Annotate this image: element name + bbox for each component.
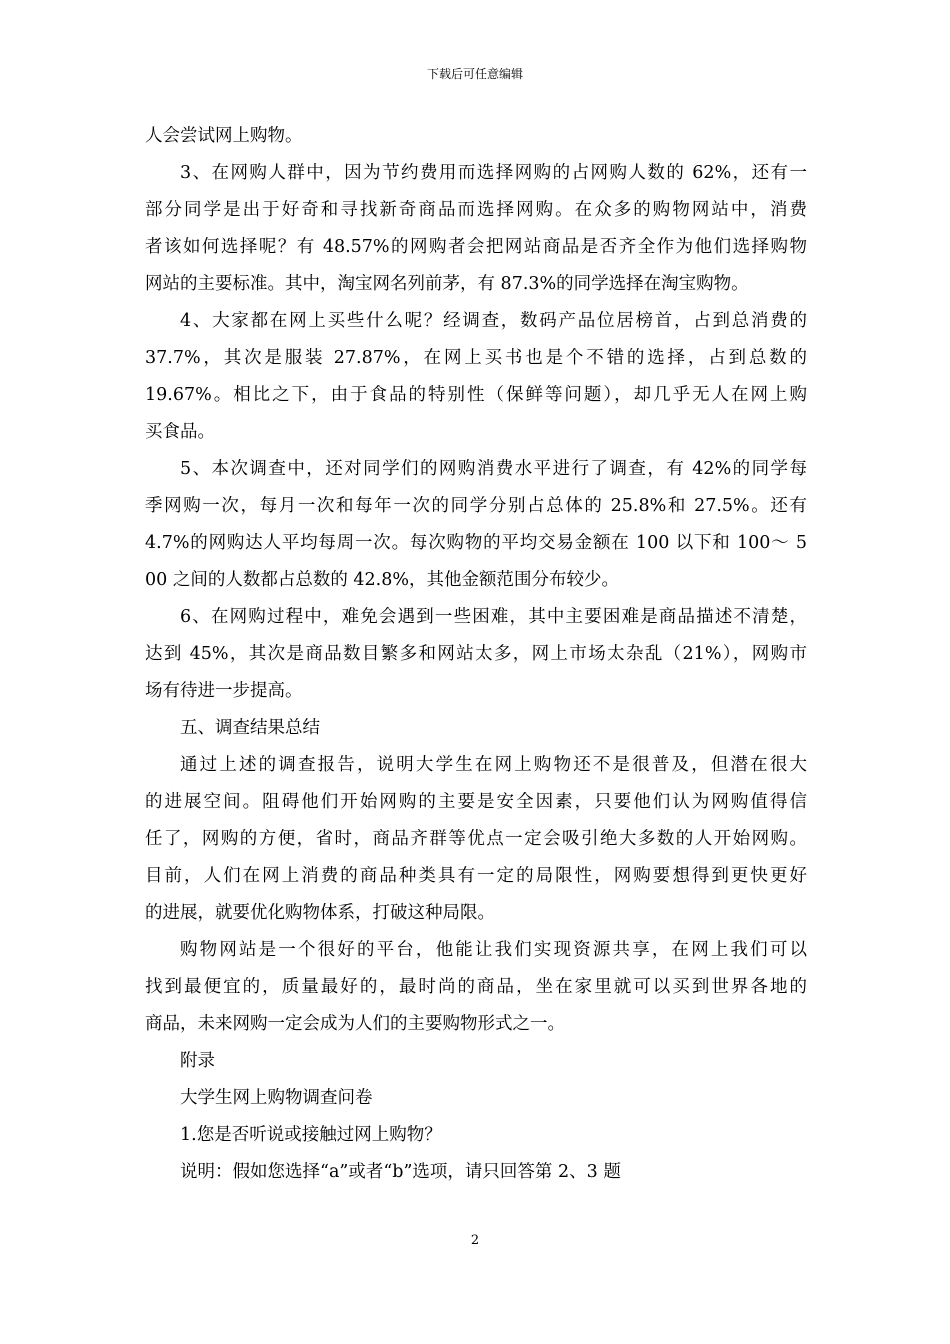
page-header: 下载后可任意编辑: [426, 67, 523, 81]
text-line: 达到 45%，其次是商品数目繁多和网站太多，网上市场太杂乱（21%），网购市: [145, 644, 807, 664]
summary-paragraph-line: 通过上述的调查报告，说明大学生在网上购物还不是很普及，但潜在很大: [180, 755, 807, 775]
section-heading: 五、调查结果总结: [180, 718, 320, 738]
text-line: 者该如何选择呢？有 48.57%的网购者会把网站商品是否齐全作为他们选择购物: [145, 237, 807, 257]
text-line: 季网购一次，每月一次和每年一次的同学分别占总体的 25.8%和 27.5%。还有: [145, 496, 807, 516]
paragraph-5-line: 5、本次调查中，还对同学们的网购消费水平进行了调查，有 42%的同学每: [180, 459, 807, 479]
document-body: [145, 118, 807, 1191]
paragraph-3-line: 3、在网购人群中，因为节约费用而选择网购的占网购人数的 62%，还有一: [180, 163, 807, 183]
text-line: 找到最便宜的，质量最好的，最时尚的商品，坐在家里就可以买到世界各地的: [145, 977, 807, 997]
text-line: 的进展空间。阻碍他们开始网购的主要是安全因素，只要他们认为网购值得信: [145, 792, 807, 812]
page-number: 2: [470, 1233, 480, 1248]
paragraph-4-line: 4、大家都在网上买些什么呢？经调查，数码产品位居榜首，占到总消费的: [180, 311, 807, 331]
text-line: 场有待进一步提高。: [145, 681, 303, 701]
text-line: 网站的主要标准。其中，淘宝网名列前茅，有 87.3%的同学选择在淘宝购物。: [145, 274, 749, 294]
text-line: 4.7%的网购达人平均每周一次。每次购物的平均交易金额在 100 以下和 100～ 5: [145, 533, 807, 553]
question-1: 1.您是否听说或接触过网上购物？: [180, 1125, 442, 1145]
questionnaire-title: 大学生网上购物调查问卷: [180, 1088, 373, 1108]
text-line: 买食品。: [145, 422, 215, 442]
question-note: 说明：假如您选择“a”或者“b”选项，请只回答第 2、3 题: [180, 1162, 621, 1182]
closing-paragraph-line: 购物网站是一个很好的平台，他能让我们实现资源共享，在网上我们可以: [180, 940, 807, 960]
text-line: 37.7%，其次是服装 27.87%，在网上买书也是个不错的选择，占到总数的: [145, 348, 807, 368]
text-line: 的进展，就要优化购物体系，打破这种局限。: [145, 903, 495, 923]
text-line: 目前，人们在网上消费的商品种类具有一定的局限性，网购要想得到更快更好: [145, 866, 807, 886]
text-line: 00 之间的人数都占总数的 42.8%，其他金额范围分布较少。: [145, 570, 619, 590]
text-line: 19.67%。相比之下，由于食品的特别性（保鲜等问题），却几乎无人在网上购: [145, 385, 807, 405]
text-line: 任了，网购的方便，省时，商品齐群等优点一定会吸引绝大多数的人开始网购。: [145, 829, 807, 849]
text-line: 商品，未来网购一定会成为人们的主要购物形式之一。: [145, 1014, 565, 1034]
text-line: 部分同学是出于好奇和寻找新奇商品而选择网购。在众多的购物网站中，消费: [145, 200, 807, 220]
text-line: 人会尝试网上购物。: [145, 126, 303, 146]
appendix-heading: 附录: [180, 1051, 215, 1071]
paragraph-6-line: 6、在网购过程中，难免会遇到一些困难，其中主要困难是商品描述不清楚，: [180, 607, 807, 627]
